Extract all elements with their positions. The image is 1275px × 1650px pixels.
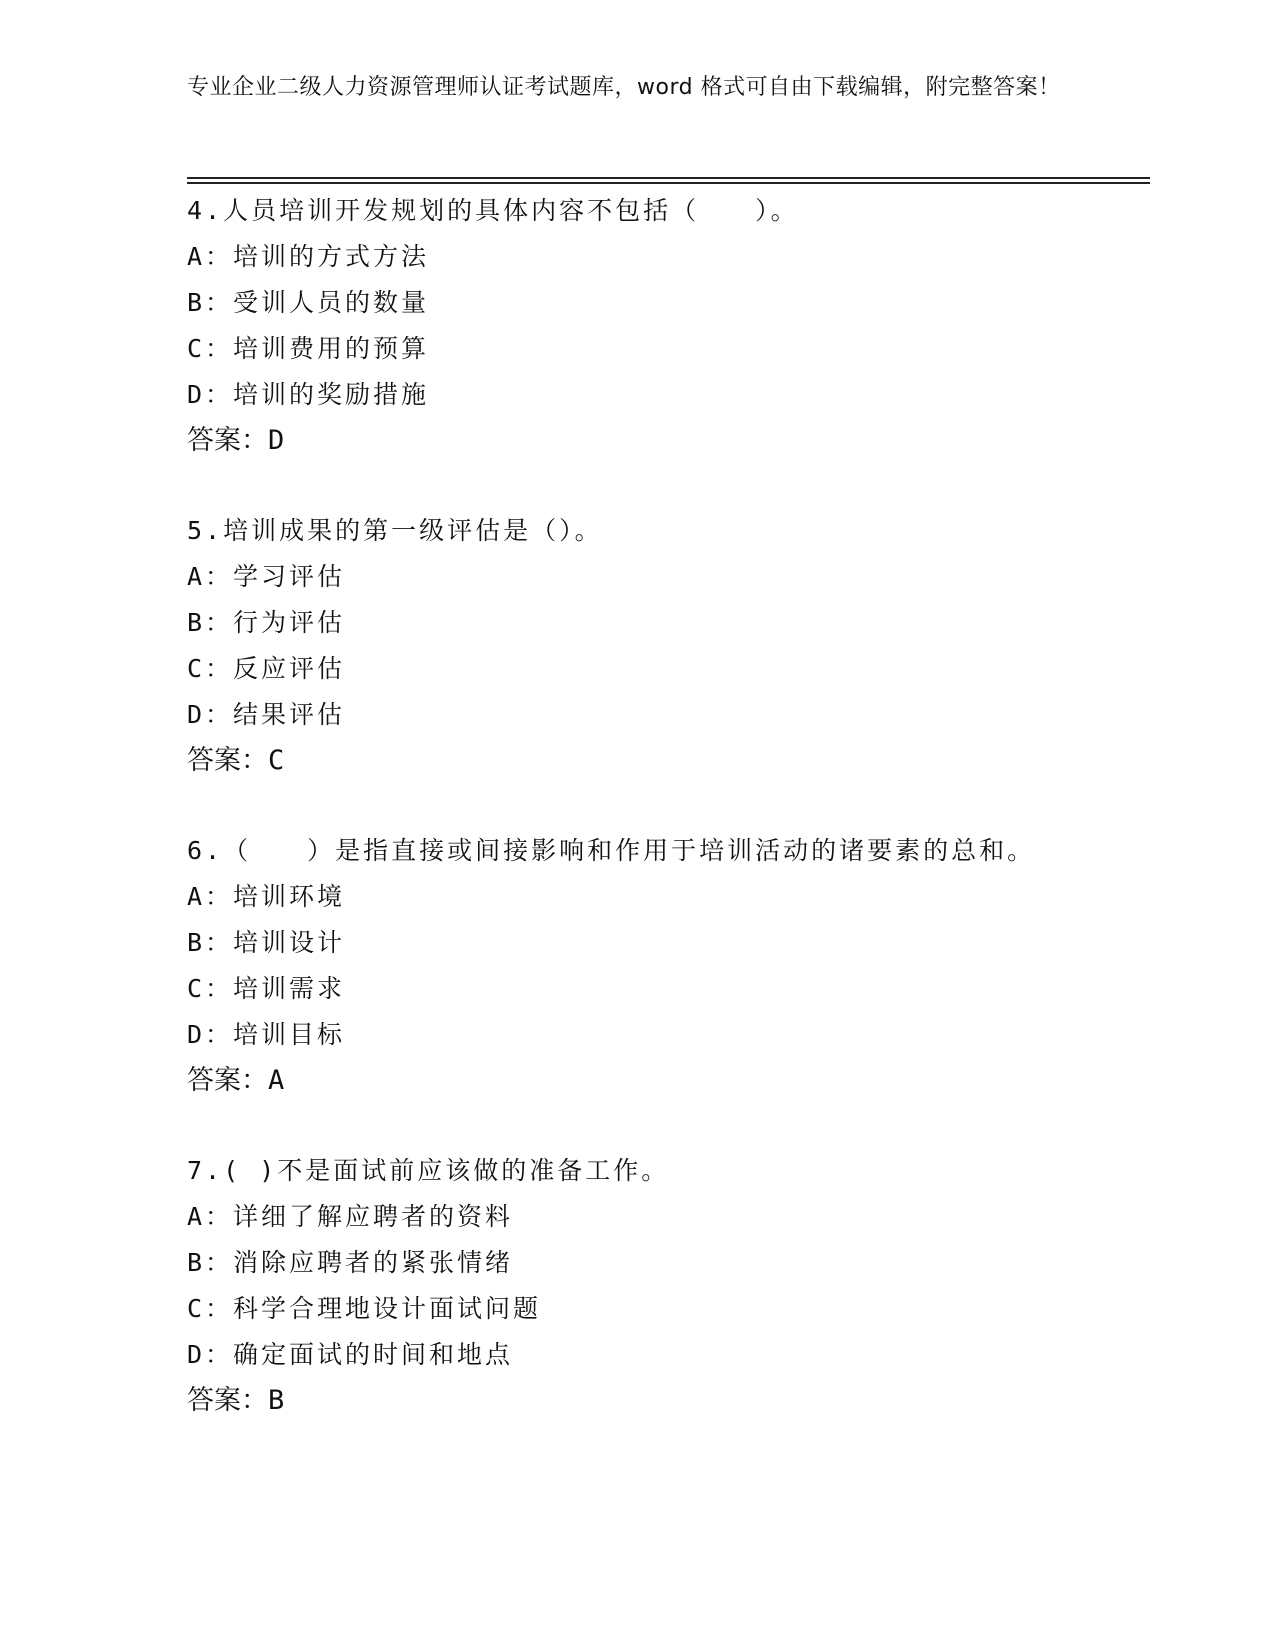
answer-value: A xyxy=(268,1065,285,1096)
option-c: C：科学合理地设计面试问题 xyxy=(187,1294,542,1323)
answer-value: C xyxy=(268,745,285,776)
answer-line xyxy=(187,1058,1147,1104)
answer-label: 答案： xyxy=(187,1385,268,1416)
option-b: B：受训人员的数量 xyxy=(187,288,430,317)
header-divider-line-secondary xyxy=(187,182,1150,184)
header-divider-line xyxy=(187,177,1150,179)
option-d: D：培训目标 xyxy=(187,1020,346,1049)
document-header-text: 专业企业二级人力资源管理师认证考试题库，word 格式可自由下载编辑，附完整答案！ xyxy=(187,75,1061,100)
option-b: B：消除应聘者的紧张情绪 xyxy=(187,1248,514,1277)
option-a: A：培训环境 xyxy=(187,882,346,911)
answer-label: 答案： xyxy=(187,745,268,776)
answer-line xyxy=(187,418,1147,464)
option-a: A：培训的方式方法 xyxy=(187,242,430,271)
question-block xyxy=(187,828,1147,1104)
question-block xyxy=(187,508,1147,784)
option-a: A：学习评估 xyxy=(187,562,346,591)
answer-line xyxy=(187,738,1147,784)
question-stem: 5.培训成果的第一级评估是（）。 xyxy=(187,516,603,545)
answer-value: D xyxy=(268,425,285,456)
answer-value: B xyxy=(268,1385,285,1416)
question-block xyxy=(187,188,1147,464)
option-d: D：确定面试的时间和地点 xyxy=(187,1340,514,1369)
option-d: D：结果评估 xyxy=(187,700,346,729)
option-c: C：反应评估 xyxy=(187,654,346,683)
answer-line xyxy=(187,1378,1147,1424)
option-b: B：行为评估 xyxy=(187,608,346,637)
option-c: C：培训费用的预算 xyxy=(187,334,430,363)
answer-label: 答案： xyxy=(187,425,268,456)
question-stem: 7.( )不是面试前应该做的准备工作。 xyxy=(187,1156,670,1185)
option-d: D：培训的奖励措施 xyxy=(187,380,430,409)
question-block xyxy=(187,1148,1147,1424)
answer-label: 答案： xyxy=(187,1065,268,1096)
question-stem: 6.（ ）是指直接或间接影响和作用于培训活动的诸要素的总和。 xyxy=(187,836,1036,865)
option-a: A：详细了解应聘者的资料 xyxy=(187,1202,514,1231)
question-stem: 4.人员培训开发规划的具体内容不包括（ ）。 xyxy=(187,196,799,225)
option-c: C：培训需求 xyxy=(187,974,346,1003)
option-b: B：培训设计 xyxy=(187,928,346,957)
